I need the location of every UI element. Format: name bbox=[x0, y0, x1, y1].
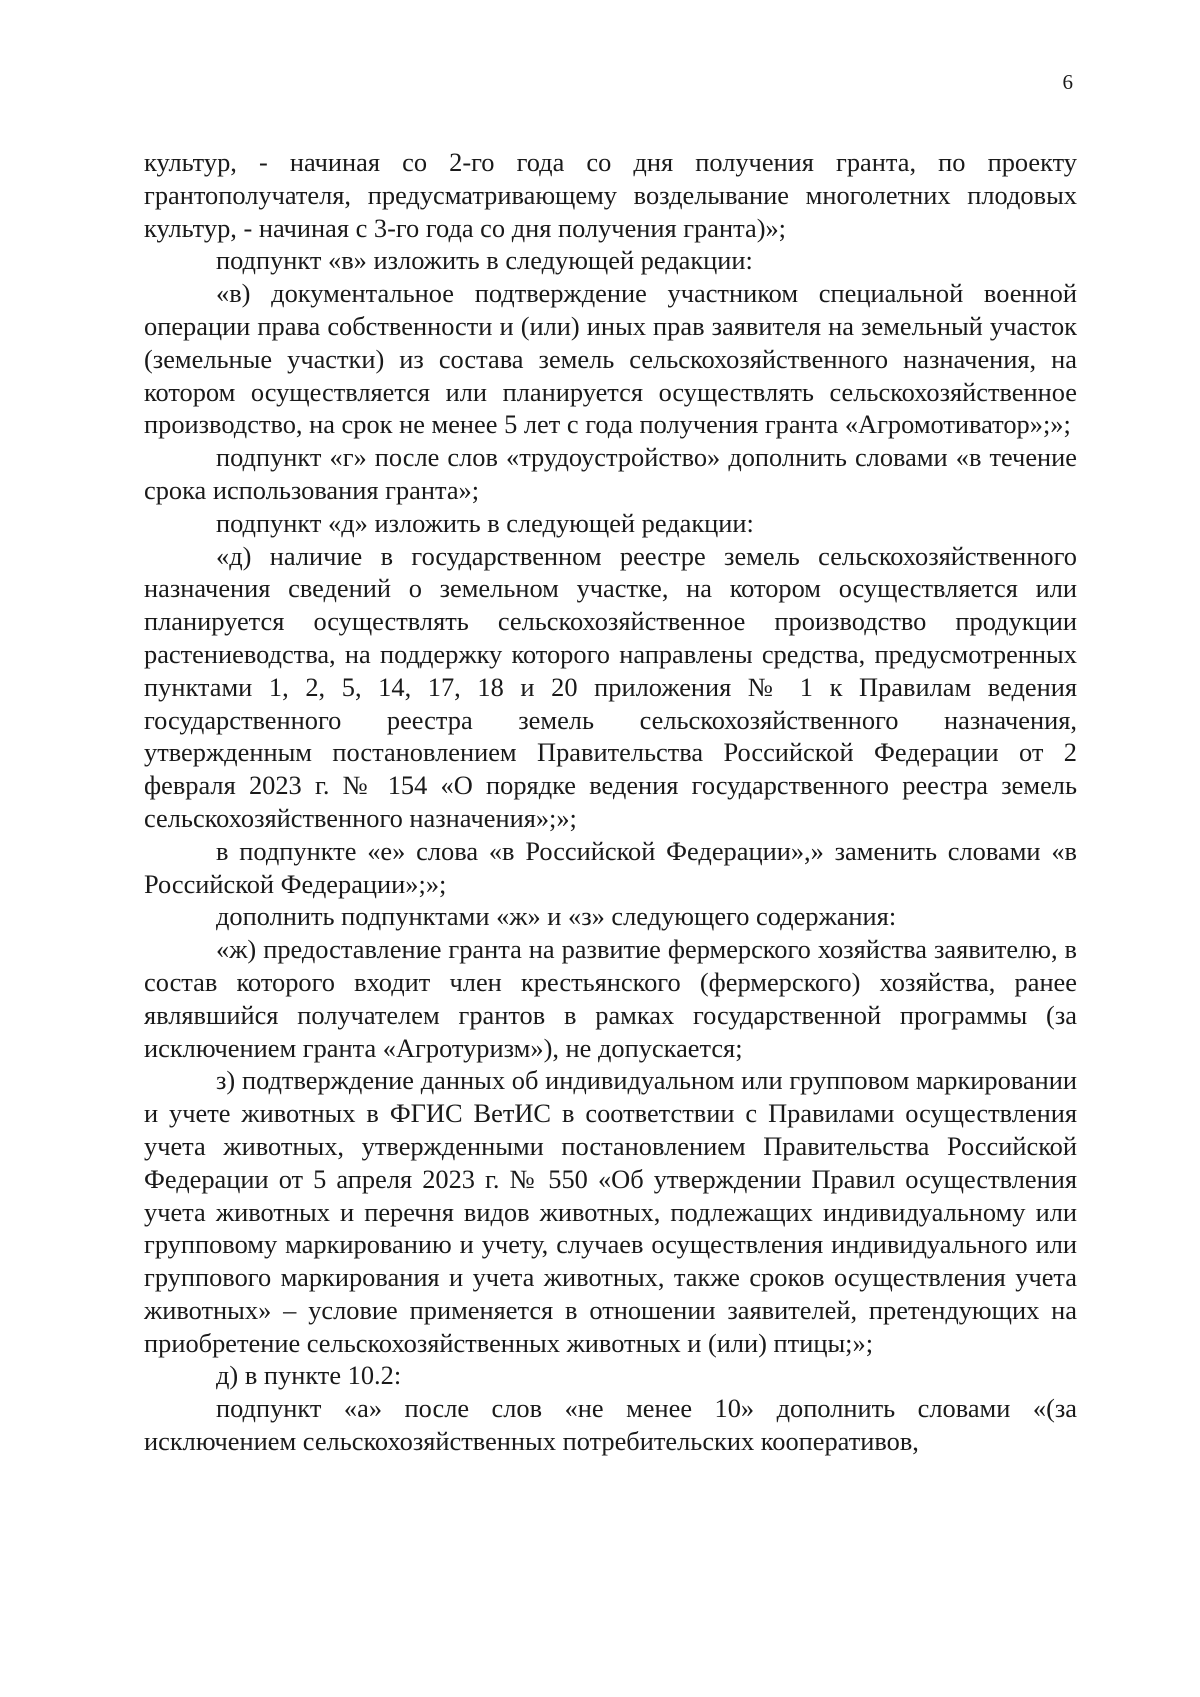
page-number: 6 bbox=[1062, 70, 1073, 94]
paragraph-add-subpoints: дополнить подпунктами «ж» и «з» следующего содержания: bbox=[216, 901, 897, 932]
paragraph-point-10-2: д) в пункте 10.2: bbox=[216, 1360, 402, 1391]
document-body bbox=[144, 146, 1077, 1458]
paragraph-subpoint-d-text: «д) наличие в государственном реестре земель сельскохозяйственного назначения сведений о земельном участке, на котором осуществляется или планируется осуществлять сельскохозяйственное производство продукции растениеводства, на поддержку которого направлены средства, предусмотренных пунктами 1, 2, 5, 14, 17, 18 и 20 приложения № 1 к Правилам ведения государственного реестра земель сельскохозяйственного назначения, утвержденным постановлением Правительства Российской Федерации от 2 февраля 2023 г. № 154 «О порядке ведения государственного реестра земель сельскохозяйственного назначения»;»; bbox=[144, 540, 1077, 833]
paragraph-subpoint-a: подпункт «а» после слов «не менее 10» дополнить словами «(за исключением сельскохозяйственных потребительских кооперативов, bbox=[144, 1393, 1077, 1457]
paragraph-subpoint-e: в подпункте «е» слова «в Российской Федерации»,» заменить словами «в Российской Федерации»;»; bbox=[144, 835, 1077, 899]
paragraph-subpoint-v-text: «в) документальное подтверждение участником специальной военной операции права собственности и (или) иных прав заявителя на земельный участок (земельные участки) из состава земель сельскохозяйственного назначения, на котором осуществляется или планируется осуществлять сельскохозяйственное производство, на срок не менее 5 лет с года получения гранта «Агромотиватор»;»; bbox=[144, 278, 1077, 440]
paragraph-subpoint-d-heading: подпункт «д» изложить в следующей редакции: bbox=[216, 507, 754, 538]
paragraph-continuation: культур, - начиная со 2-го года со дня получения гранта, по проекту грантополучателя, предусматривающему возделывание многолетних плодовых культур, - начиная с 3-го года со дня получения гранта)»; bbox=[144, 147, 1077, 243]
paragraph-subpoint-g: подпункт «г» после слов «трудоустройство» дополнить словами «в течение срока использования гранта»; bbox=[144, 442, 1077, 505]
paragraph-subpoint-zh: «ж) предоставление гранта на развитие фермерского хозяйства заявителю, в состав которого входит член крестьянского (фермерского) хозяйства, ранее являвшийся получателем грантов в рамках государственной программы (за исключением гранта «Агротуризм»), не допускается; bbox=[144, 934, 1077, 1063]
paragraph-subpoint-v-heading: подпункт «в» изложить в следующей редакции: bbox=[216, 245, 753, 276]
paragraph-subpoint-z: з) подтверждение данных об индивидуальном или групповом маркировании и учете животных в ФГИС ВетИС в соответствии с Правилами осуществления учета животных, утвержденными постановлением Правительства Российской Федерации от 5 апреля 2023 г. № 550 «Об утверждении Правил осуществления учета животных и перечня видов животных, подлежащих индивидуальному или групповому маркированию и учету, случаев осуществления индивидуального или группового маркирования и учета животных, также сроков осуществления учета животных» – условие применяется в отношении заявителей, претендующих на приобретение сельскохозяйственных животных и (или) птицы;»; bbox=[144, 1065, 1077, 1358]
